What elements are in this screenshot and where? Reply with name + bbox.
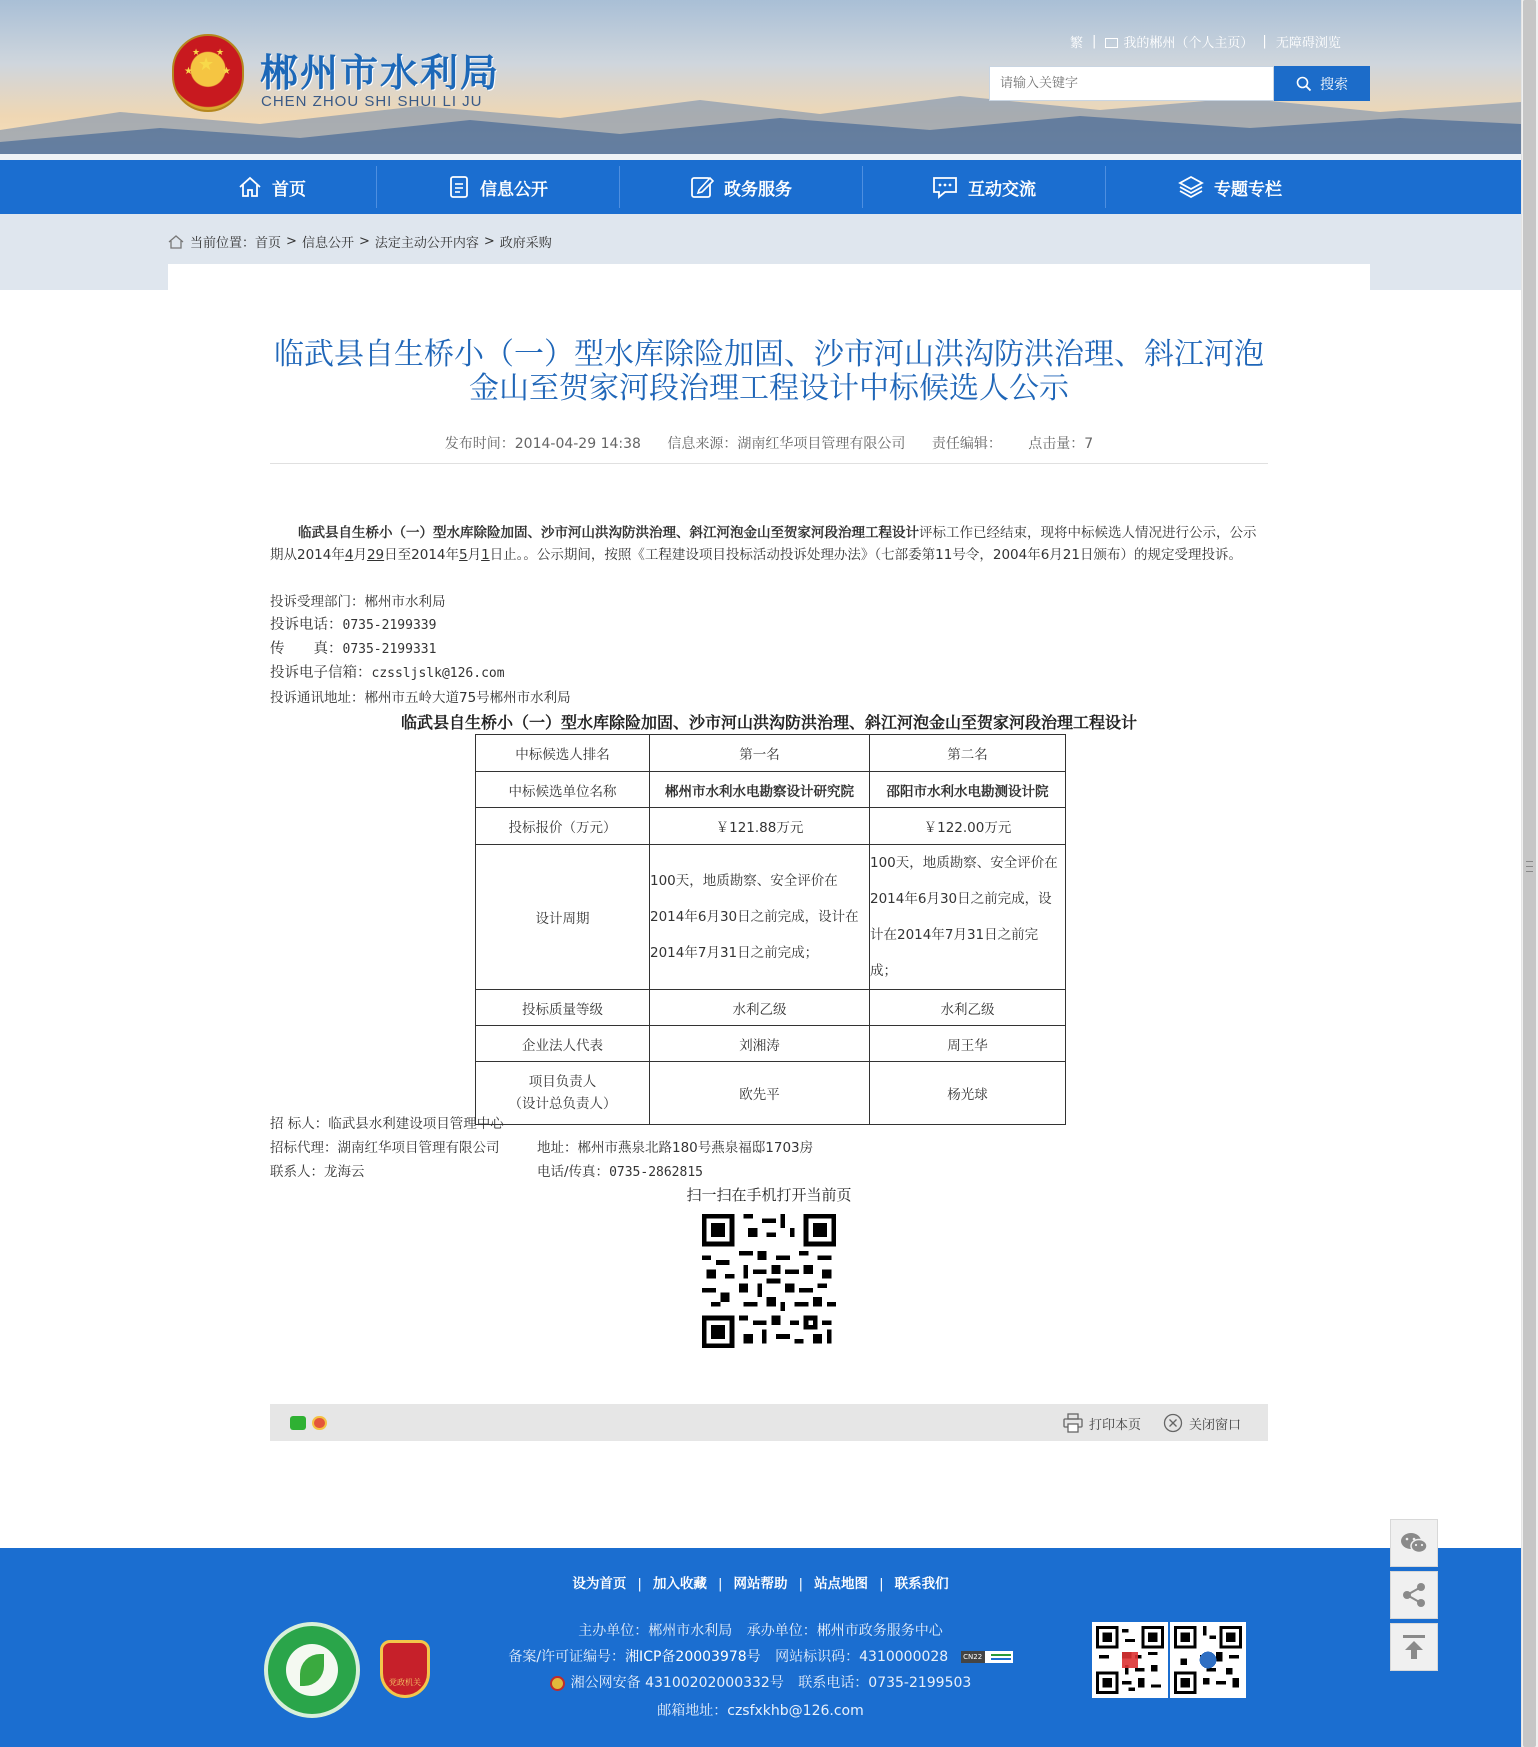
footer-link-help[interactable]: 网站帮助 [733, 1576, 788, 1592]
table-row-label: 企业法人代表 [476, 1026, 650, 1062]
separator: | [1262, 34, 1267, 49]
table-row [476, 845, 1066, 990]
complaint-fax: 0735-2199331 [342, 642, 437, 657]
table-cell: 水利乙级 [650, 990, 870, 1026]
share-bar [270, 1404, 1268, 1441]
separator: | [637, 1576, 642, 1592]
separator: | [717, 1576, 723, 1592]
table-row [476, 1026, 1066, 1062]
footer-qr-code [1092, 1622, 1168, 1698]
table-cell: ￥122.00万元 [870, 808, 1066, 845]
my-chenzhou-link[interactable]: 我的郴州（个人主页） [1123, 36, 1254, 51]
monitor-icon [1105, 38, 1118, 48]
nav-item-special-topics[interactable] [1106, 160, 1354, 214]
nav-item-gov-service[interactable] [620, 160, 862, 214]
complaint-email: czssljslk@126.com [371, 666, 505, 681]
intro-text: 日至2014年 [384, 547, 459, 563]
contact-tel-row [537, 1160, 703, 1180]
separator: | [798, 1576, 804, 1592]
complaint-phone: 0735-2199339 [342, 618, 437, 633]
intro-text: 评标工作已经结束，现将中标候选人情况进行公示，公示期从2014年 [270, 525, 1257, 563]
nav-item-label: 互动交流 [968, 179, 1036, 200]
table-cell: 邵阳市水利水电勘测设计院 [870, 772, 1066, 808]
print-button[interactable] [1063, 1413, 1141, 1433]
share-icon [1400, 1581, 1428, 1609]
table-header-cell: 第二名 [870, 735, 1066, 772]
complaint-email-row [270, 661, 505, 682]
bid-candidates-table [475, 734, 1066, 1125]
print-label: 打印本页 [1089, 1417, 1142, 1433]
home-icon [238, 176, 262, 198]
top-links [1070, 32, 1341, 51]
star-icon: ★ [192, 48, 201, 58]
complaint-phone-label: 投诉电话： [270, 617, 343, 633]
separator: | [1092, 34, 1097, 49]
table-cell: 杨光球 [870, 1062, 1066, 1125]
wechat-share-icon[interactable] [290, 1416, 306, 1430]
icp-badge-icon [961, 1651, 1013, 1663]
tenderer: 招 标人：临武县水利建设项目管理中心 [270, 1116, 504, 1132]
complaint-fax-label: 传 真： [270, 641, 343, 657]
footer-phone: 联系电话：0735-2199503 [798, 1675, 972, 1691]
nav-item-label: 首页 [272, 179, 306, 200]
side-share-button[interactable] [1390, 1571, 1438, 1619]
editor: 责任编辑： [931, 436, 1002, 452]
nav-item-label: 专题专栏 [1214, 179, 1282, 200]
contact-person: 联系人：龙海云 [270, 1164, 365, 1180]
table-header-row [476, 735, 1066, 772]
nav-item-interaction[interactable] [863, 160, 1105, 214]
footer-link-set-homepage[interactable]: 设为首页 [572, 1576, 627, 1592]
layers-icon [1178, 175, 1204, 199]
breadcrumb-separator: > [286, 234, 297, 249]
complaint-fax-row [270, 637, 436, 658]
end-month: 5 [459, 547, 468, 563]
table-row-label: 中标候选单位名称 [476, 772, 650, 808]
qr-caption: 扫一扫在手机打开当前页 [686, 1186, 852, 1204]
search-icon [1296, 76, 1312, 92]
table-row-label: 投标质量等级 [476, 990, 650, 1026]
info-source: 信息来源：湖南红华项目管理有限公司 [667, 436, 906, 452]
footer-link-contact[interactable]: 联系我们 [894, 1576, 949, 1592]
footer-email: 邮箱地址：czsfxkhb@126.com [657, 1703, 864, 1719]
breadcrumb-separator: > [358, 234, 370, 249]
tender-agent: 招标代理：湖南红华项目管理有限公司 [270, 1140, 500, 1156]
main-nav [0, 160, 1521, 214]
end-day: 1 [481, 547, 490, 563]
print-icon [1063, 1413, 1083, 1433]
intro-text: 月 [353, 547, 367, 563]
search-box [989, 66, 1274, 101]
qr-code-image [1096, 1626, 1164, 1694]
icp-badge-label: CN22 [961, 1651, 985, 1663]
table-row-label-line: 项目负责人 [528, 1074, 597, 1090]
footer-icp-row [0, 1646, 1521, 1666]
article-title-line: 金山至贺家河段治理工程设计中标候选人公示 [469, 371, 1069, 406]
agent-address: 地址：郴州市燕泉北路180号燕泉福邸1703房 [537, 1140, 814, 1156]
footer-qr-code [1170, 1622, 1246, 1698]
breadcrumb [168, 232, 552, 251]
contact-tel-label: 电话/传真： [537, 1164, 610, 1180]
breadcrumb-procurement[interactable]: 政府采购 [499, 236, 552, 251]
meta-divider [270, 463, 1268, 464]
start-month: 4 [344, 547, 354, 563]
chat-icon [932, 175, 958, 199]
footer-link-sitemap[interactable]: 站点地图 [814, 1576, 869, 1592]
article-intro [270, 522, 1268, 566]
table-cell: ￥121.88万元 [650, 808, 870, 845]
back-to-top-button[interactable] [1390, 1623, 1438, 1671]
table-row [476, 808, 1066, 845]
qr-code-image [1174, 1626, 1242, 1694]
footer-icp[interactable]: 湘ICP备20003978号 [625, 1649, 761, 1665]
table-row [476, 1062, 1066, 1125]
footer-host: 主办单位：郴州市水利局 [578, 1623, 733, 1639]
breadcrumb-info-disclosure[interactable]: 信息公开 [301, 236, 354, 251]
start-day: 29 [366, 547, 385, 563]
article-title-line: 临武县自生桥小（一）型水库除险加固、沙市河山洪沟防洪治理、斜江河泡 [274, 337, 1264, 372]
traditional-chinese-link[interactable]: 繁 [1070, 36, 1084, 51]
site-subtitle: CHEN ZHOU SHI SHUI LI JU [261, 93, 483, 110]
footer-organizer: 承办单位：郴州市政务服务中心 [746, 1623, 943, 1639]
police-badge-icon [550, 1676, 565, 1691]
breadcrumb-separator: > [483, 234, 495, 249]
nav-item-label: 信息公开 [480, 179, 548, 200]
table-header-cell: 中标候选人排名 [476, 735, 650, 772]
accessibility-link[interactable]: 无障碍浏览 [1275, 36, 1341, 51]
publish-time: 发布时间：2014-04-29 14:38 [444, 436, 641, 452]
table-cell: 水利乙级 [870, 990, 1066, 1026]
contact-tel: 0735-2862815 [609, 1165, 703, 1180]
nav-item-info-disclosure[interactable] [377, 160, 619, 214]
footer-site-code: 网站标识码：4310000028 [775, 1649, 949, 1665]
complaint-email-label: 投诉电子信箱： [270, 665, 372, 681]
intro-text: 月 [467, 547, 482, 563]
wechat-icon [1399, 1530, 1429, 1556]
national-emblem-logo [172, 34, 244, 112]
site-title: 郴州市水利局 [260, 51, 501, 95]
search-button-label: 搜索 [1320, 76, 1348, 93]
table-header-cell: 第一名 [650, 735, 870, 772]
scrollbar-thumb[interactable] [1523, 0, 1536, 1747]
close-label: 关闭窗口 [1189, 1417, 1242, 1433]
hit-count: 点击量：7 [1028, 436, 1094, 452]
nav-item-home[interactable] [168, 160, 376, 214]
table-cell: 刘湘涛 [650, 1026, 870, 1062]
scrollbar-grip-icon [1526, 861, 1533, 872]
table-title: 临武县自生桥小（一）型水库除险加固、沙市河山洪沟防洪治理、斜江河泡金山至贺家河段治理工程设计 [400, 713, 1137, 732]
star-icon: ★ [222, 66, 231, 77]
complaint-phone-row [270, 613, 436, 634]
breadcrumb-home[interactable]: 首页 [255, 236, 282, 251]
back-to-top-icon [1401, 1633, 1427, 1661]
article-meta [270, 433, 1268, 453]
party-badge-label: 党政机关 [389, 1678, 421, 1687]
weibo-share-icon[interactable] [312, 1416, 327, 1430]
search-button[interactable] [1274, 66, 1370, 101]
search-input[interactable] [990, 67, 1273, 100]
side-wechat-button[interactable] [1390, 1519, 1438, 1567]
table-row [476, 772, 1066, 808]
article-title [270, 338, 1268, 406]
table-cell: 郴州市水利水电勘察设计研究院 [650, 772, 870, 808]
table-cell: 100天，地质勘察、安全评价在2014年6月30日之前完成，设计在2014年7月31日之前完成； [870, 845, 1066, 990]
complaint-dept: 投诉受理部门：郴州市水利局 [270, 594, 446, 610]
footer-police-row [0, 1672, 1521, 1692]
footer-icp-label: 备案/许可证编号： [508, 1649, 626, 1665]
edit-icon [690, 175, 714, 199]
separator: | [879, 1576, 884, 1592]
table-cell: 100天，地质勘察、安全评价在2014年6月30日之前完成，设计在2014年7月31日之前完成； [650, 845, 870, 990]
breadcrumb-statutory-content[interactable]: 法定主动公开内容 [374, 236, 479, 251]
intro-text: 日止。。公示期间，按照《工程建设项目投标活动投诉处理办法》（七部委第11号令，2004年6月21日颁布）的规定受理投诉。 [489, 547, 1242, 563]
footer-links [0, 1572, 1521, 1592]
star-icon: ★ [198, 54, 215, 75]
footer [0, 1548, 1521, 1747]
star-icon: ★ [216, 48, 225, 58]
complaint-address: 投诉通讯地址：郴州市五岭大道75号郴州市水利局 [270, 690, 571, 706]
table-cell: 欧先平 [650, 1062, 870, 1125]
document-icon [448, 175, 470, 199]
table-cell: 周王华 [870, 1026, 1066, 1062]
project-name: 临武县自生桥小（一）型水库除险加固、沙市河山洪沟防洪治理、斜江河泡金山至贺家河段治理工程设计 [298, 525, 919, 541]
breadcrumb-prefix: 当前位置： [190, 236, 256, 251]
footer-link-bookmark[interactable]: 加入收藏 [652, 1576, 707, 1592]
close-window-button[interactable] [1163, 1413, 1241, 1433]
table-row-label: 投标报价（万元） [476, 808, 650, 845]
nav-item-label: 政务服务 [724, 179, 792, 200]
qr-code [702, 1214, 836, 1348]
close-icon [1163, 1413, 1183, 1433]
footer-police[interactable]: 湘公网安备 43100202000332号 [570, 1675, 784, 1691]
home-icon [168, 235, 184, 249]
table-row-label: 设计周期 [476, 845, 650, 990]
star-icon: ★ [184, 66, 193, 77]
footer-host-row [0, 1620, 1521, 1640]
table-row [476, 990, 1066, 1026]
table-row-label-line: （设计总负责人） [508, 1096, 617, 1112]
